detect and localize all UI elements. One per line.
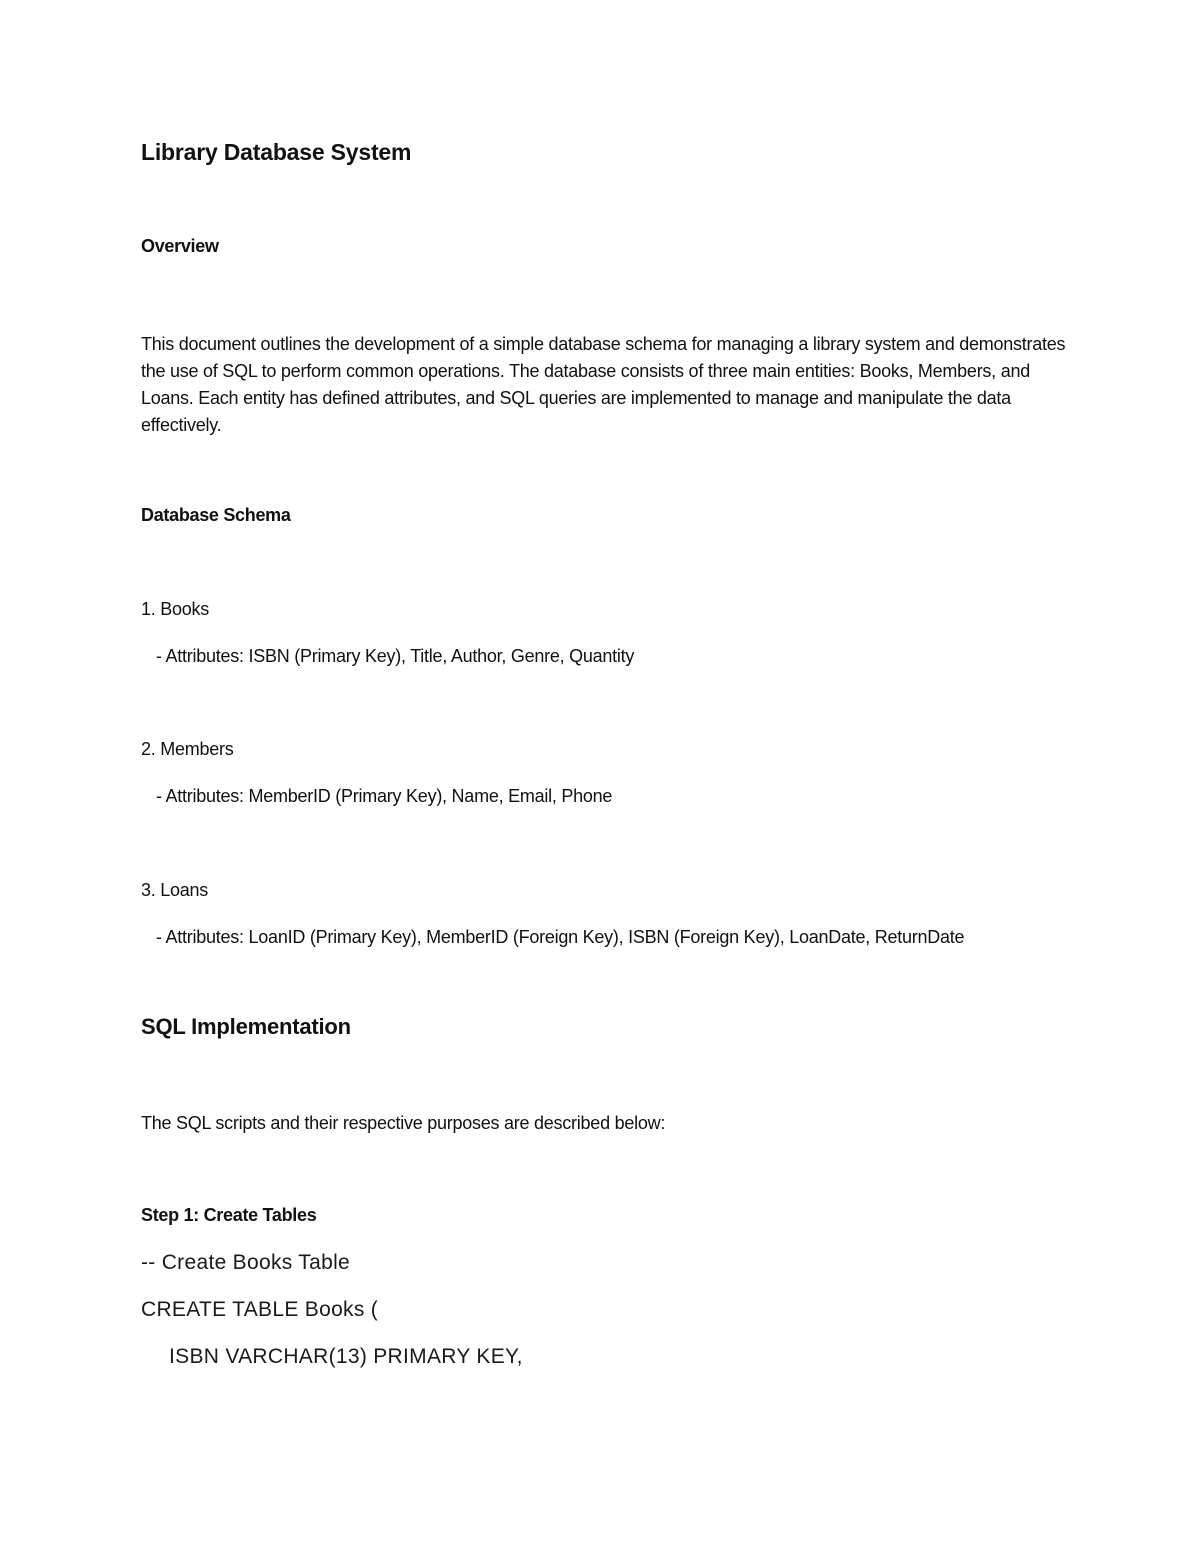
sql-implementation-heading: SQL Implementation xyxy=(141,1014,351,1039)
sql-intro-text: The SQL scripts and their respective purposes are described below: xyxy=(141,1113,666,1133)
overview-paragraph: This document outlines the development of a simple database schema for managing a library system and demonstrates the use of SQL to perform common operations. The database consists of three main entities: Books, Members, and Loans. Each entity has defined attributes, and SQL queries are implemented to manage and manipulate the data effectively. xyxy=(141,334,1066,435)
code-line-isbn-column: ISBN VARCHAR(13) PRIMARY KEY, xyxy=(169,1345,523,1368)
entity-members-attributes: - Attributes: MemberID (Primary Key), Name, Email, Phone xyxy=(156,786,613,806)
code-line-create-table: CREATE TABLE Books ( xyxy=(141,1298,379,1321)
entity-books-label: 1. Books xyxy=(141,599,210,619)
database-schema-heading: Database Schema xyxy=(141,505,291,525)
entity-loans-label: 3. Loans xyxy=(141,880,209,900)
entity-books-attributes: - Attributes: ISBN (Primary Key), Title, Author, Genre, Quantity xyxy=(156,646,635,666)
entity-members-label: 2. Members xyxy=(141,739,234,759)
overview-heading: Overview xyxy=(141,236,219,256)
step1-heading: Step 1: Create Tables xyxy=(141,1205,317,1225)
entity-loans-attributes: - Attributes: LoanID (Primary Key), MemberID (Foreign Key), ISBN (Foreign Key), LoanDate, ReturnDate xyxy=(156,927,965,947)
code-line-comment: -- Create Books Table xyxy=(141,1251,351,1274)
document-title: Library Database System xyxy=(141,139,412,165)
